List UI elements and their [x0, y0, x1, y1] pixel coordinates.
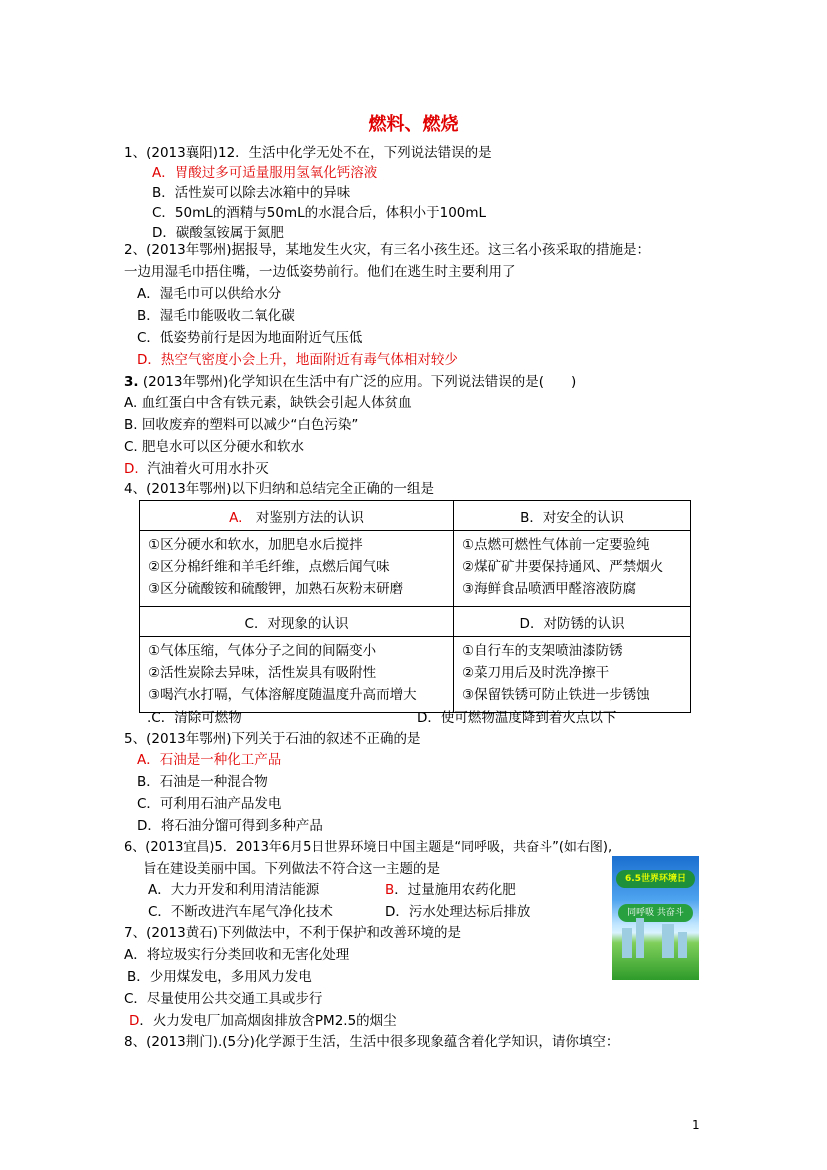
q4-b-line2: ②煤矿矿井要保持通风、严禁烟火	[462, 559, 664, 575]
q4-cell-c-head: C．对现象的认识	[140, 607, 454, 637]
poster-banner-slogan: 同呼吸 共奋斗	[618, 904, 693, 922]
q2-option-d: D．热空气密度小会上升，地面附近有毒气体相对较少	[137, 352, 458, 368]
q6-stem-line1: 6、(2013宜昌)5．2013年6月5日世界环境日中国主题是“同呼吸，共奋斗”(如右图),	[124, 840, 613, 855]
q6-option-a: A．大力开发和利用清洁能源	[148, 882, 320, 898]
q1-stem: 1、(2013襄阳)12．生活中化学无处不在，下列说法错误的是	[124, 145, 492, 161]
q7-option-c: C．尽量使用公共交通工具或步行	[124, 991, 323, 1007]
q3-option-d-text: 汽油着火可用水扑灭	[147, 461, 269, 477]
q3-stem	[124, 372, 576, 392]
q4-extra-c: .C．清除可燃物	[147, 710, 242, 726]
q3-stem-text: (2013年鄂州)化学知识在生活中有广泛的应用。下列说法错误的是( )	[138, 374, 577, 390]
q7-option-a: A．将垃圾实行分类回收和无害化处理	[124, 947, 350, 963]
q1-option-a: A．胃酸过多可适量服用氢氧化钙溶液	[152, 165, 378, 181]
page-title: 燃料、燃烧	[368, 114, 459, 135]
q4-d-line3: ③保留铁锈可防止铁进一步锈蚀	[462, 687, 650, 703]
q4-cell-b-body	[454, 531, 691, 607]
q4-c-line1: ①气体压缩，气体分子之间的间隔变小	[148, 643, 377, 659]
q4-cell-a-body	[140, 531, 454, 607]
q4-a-line2: ②区分棉纤维和羊毛纤维，点燃后闻气味	[148, 559, 390, 575]
q5-option-c: C．可利用石油产品发电	[137, 796, 282, 812]
q4-b-line3: ③海鲜食品喷洒甲醛溶液防腐	[462, 581, 637, 597]
q2-option-c: C．低姿势前行是因为地面附近气压低	[137, 330, 363, 346]
q6-option-d: D．污水处理达标后排放	[385, 904, 531, 920]
q3-option-b: B. 回收废弃的塑料可以减少“白色污染”	[124, 417, 359, 433]
q3-number: 3.	[124, 374, 139, 390]
q1-option-b: B．活性炭可以除去冰箱中的异味	[152, 185, 351, 201]
q5-option-a: A．石油是一种化工产品	[137, 752, 282, 768]
q5-option-b: B．石油是一种混合物	[137, 774, 268, 790]
q4-cell-d-body	[454, 637, 691, 713]
q4-cell-d-head: D．对防锈的认识	[454, 607, 691, 637]
q3-option-d-letter: D.	[124, 461, 139, 477]
q4-a-line3: ③区分硫酸铵和硫酸钾，加熟石灰粉末研磨	[148, 581, 404, 597]
q6-option-b: B．过量施用农药化肥	[385, 882, 516, 898]
q7-option-d: D．火力发电厂加高烟囱排放含PM2.5的烟尘	[129, 1013, 397, 1029]
q6-stem-line2: 旨在建设美丽中国。下列做法不符合这一主题的是	[143, 861, 440, 877]
q7-stem: 7、(2013黄石)下列做法中，不利于保护和改善环境的是	[124, 925, 461, 941]
q4-d-line2: ②菜刀用后及时洗净擦干	[462, 665, 610, 681]
q1-option-c: C．50mL的酒精与50mL的水混合后，体积小于100mL	[152, 205, 487, 221]
q3-option-d	[124, 459, 269, 479]
q2-option-b: B．湿毛巾能吸收二氧化碳	[137, 308, 295, 324]
q4-b-line1: ①点燃可燃性气体前一定要验纯	[462, 537, 650, 553]
q4-c-line3: ③喝汽水打嗝，气体溶解度随温度升高而增大	[148, 687, 417, 703]
q5-stem: 5、(2013年鄂州)下列关于石油的叙述不正确的是	[124, 731, 421, 747]
q3-option-a: A. 血红蛋白中含有铁元素，缺铁会引起人体贫血	[124, 395, 412, 411]
q6-option-b-text: ．过量施用农药化肥	[394, 882, 516, 898]
q4-d-line1: ①自行车的支架喷油漆防锈	[462, 643, 623, 659]
page-number: 1	[692, 1118, 700, 1132]
q2-stem-line2: 一边用湿毛巾捂住嘴，一边低姿势前行。他们在逃生时主要利用了	[124, 264, 516, 280]
q2-stem-line1: 2、(2013年鄂州)据报导，某地发生火灾，有三名小孩生还。这三名小孩采取的措施是：	[124, 242, 650, 258]
poster-banner-top: 6.5世界环境日	[616, 870, 695, 888]
q2-option-a: A．湿毛巾可以供给水分	[137, 286, 282, 302]
q4-a-line1: ①区分硬水和软水，加肥皂水后搅拌	[148, 537, 363, 553]
q5-option-d: D．将石油分馏可得到多种产品	[137, 818, 323, 834]
environment-day-poster-image	[612, 856, 699, 980]
q7-option-b: B．少用煤发电，多用风力发电	[127, 969, 312, 985]
q4-c-line2: ②活性炭除去异味，活性炭具有吸附性	[148, 665, 377, 681]
q4-table	[139, 500, 691, 713]
q4-cell-c-body	[140, 637, 454, 713]
q8-stem: 8、(2013荆门).(5分)化学源于生活，生活中很多现象蕴含着化学知识，请你填空：	[124, 1034, 620, 1050]
q3-option-c: C. 肥皂水可以区分硬水和软水	[124, 439, 305, 455]
q4-extra-d: D．使可燃物温度降到着火点以下	[417, 710, 617, 726]
q7-option-d-text: ．火力发电厂加高烟囱排放含PM2.5的烟尘	[139, 1013, 397, 1029]
q4-cell-a-head: A. 对鉴别方法的认识	[140, 501, 454, 531]
q1-option-d: D．碳酸氢铵属于氮肥	[152, 225, 284, 241]
q6-option-c: C．不断改进汽车尾气净化技术	[148, 904, 333, 920]
q4-cell-b-head: B．对安全的认识	[454, 501, 691, 531]
q4-stem: 4、(2013年鄂州)以下归纳和总结完全正确的一组是	[124, 481, 434, 497]
